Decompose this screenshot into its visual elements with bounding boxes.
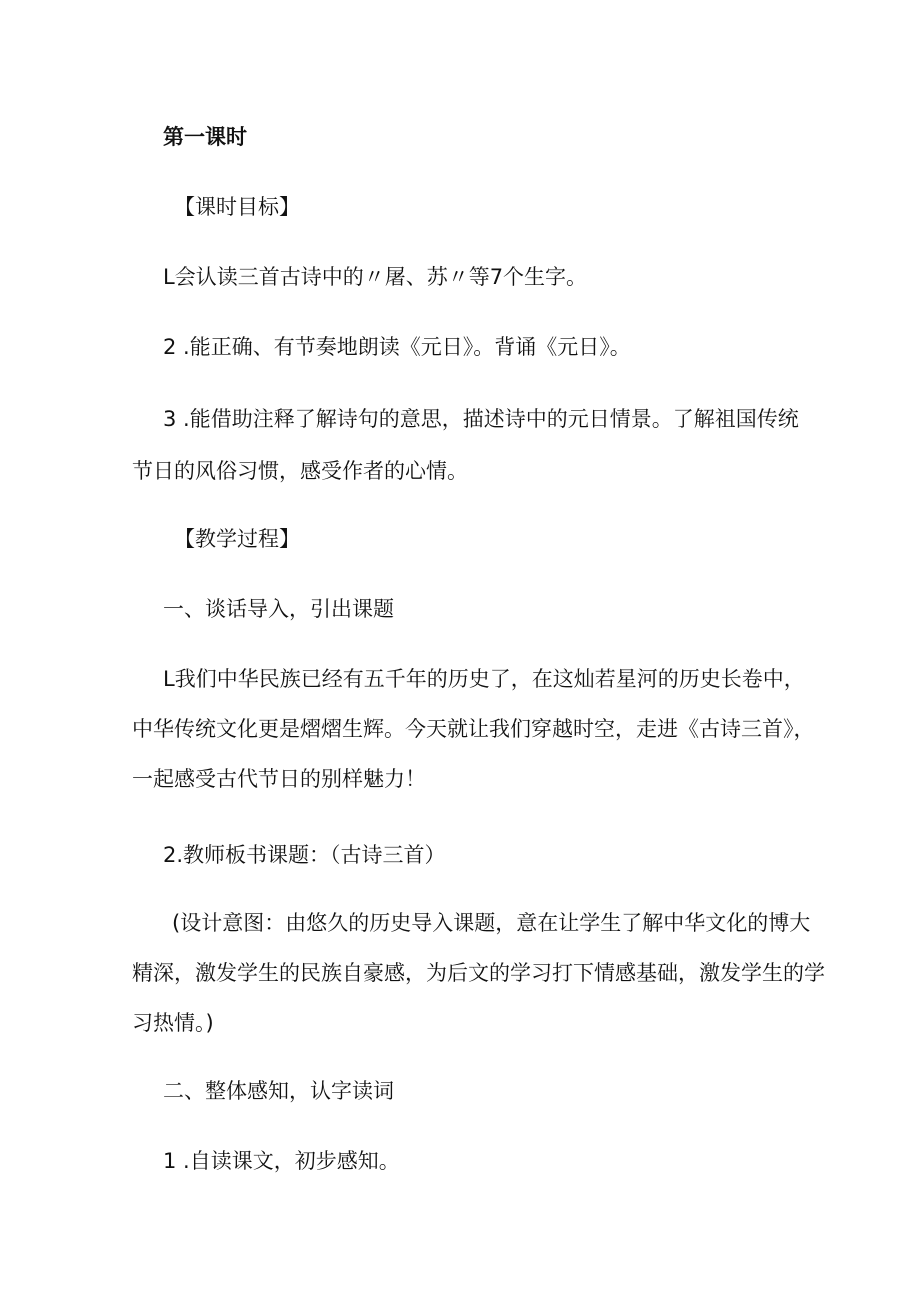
objective-2: 2 .能正确、有节奏地朗读《元日》。背诵《元日》。 xyxy=(163,335,631,359)
paragraph-2: 2.教师板书课题：（古诗三首） xyxy=(163,843,446,867)
design-intent-line-1: (设计意图：由悠久的历史导入课题，意在让学生了解中华文化的博大 xyxy=(172,911,811,935)
paragraph-1-line-3: 一起感受古代节日的别样魅力！ xyxy=(132,767,426,791)
section-2-heading: 二、整体感知，认字读词 xyxy=(163,1079,394,1103)
lesson-title: 第一课时 xyxy=(163,125,247,149)
section-1-heading: 一、谈话导入，引出课题 xyxy=(163,597,394,621)
objectives-heading: 【课时目标】 xyxy=(174,195,300,219)
process-heading: 【教学过程】 xyxy=(174,527,300,551)
design-intent-line-3: 习热情。) xyxy=(132,1011,214,1035)
objective-1: L会认读三首古诗中的〃屠、苏〃等7个生字。 xyxy=(163,265,588,289)
objective-3-line-2: 节日的风俗习惯，感受作者的心情。 xyxy=(132,459,468,483)
step-1: 1 .自读课文，初步感知。 xyxy=(163,1149,400,1173)
paragraph-1-line-1: L我们中华民族已经有五千年的历史了，在这灿若星河的历史长卷中， xyxy=(163,667,805,691)
paragraph-1-line-2: 中华传统文化更是熠熠生辉。今天就让我们穿越时空，走进《古诗三首》， xyxy=(132,717,815,741)
objective-3-line-1: 3 .能借助注释了解诗句的意思，描述诗中的元日情景。了解祖国传统 xyxy=(163,407,799,431)
design-intent-line-2: 精深，激发学生的民族自豪感，为后文的学习打下情感基础，激发学生的学 xyxy=(132,961,825,985)
